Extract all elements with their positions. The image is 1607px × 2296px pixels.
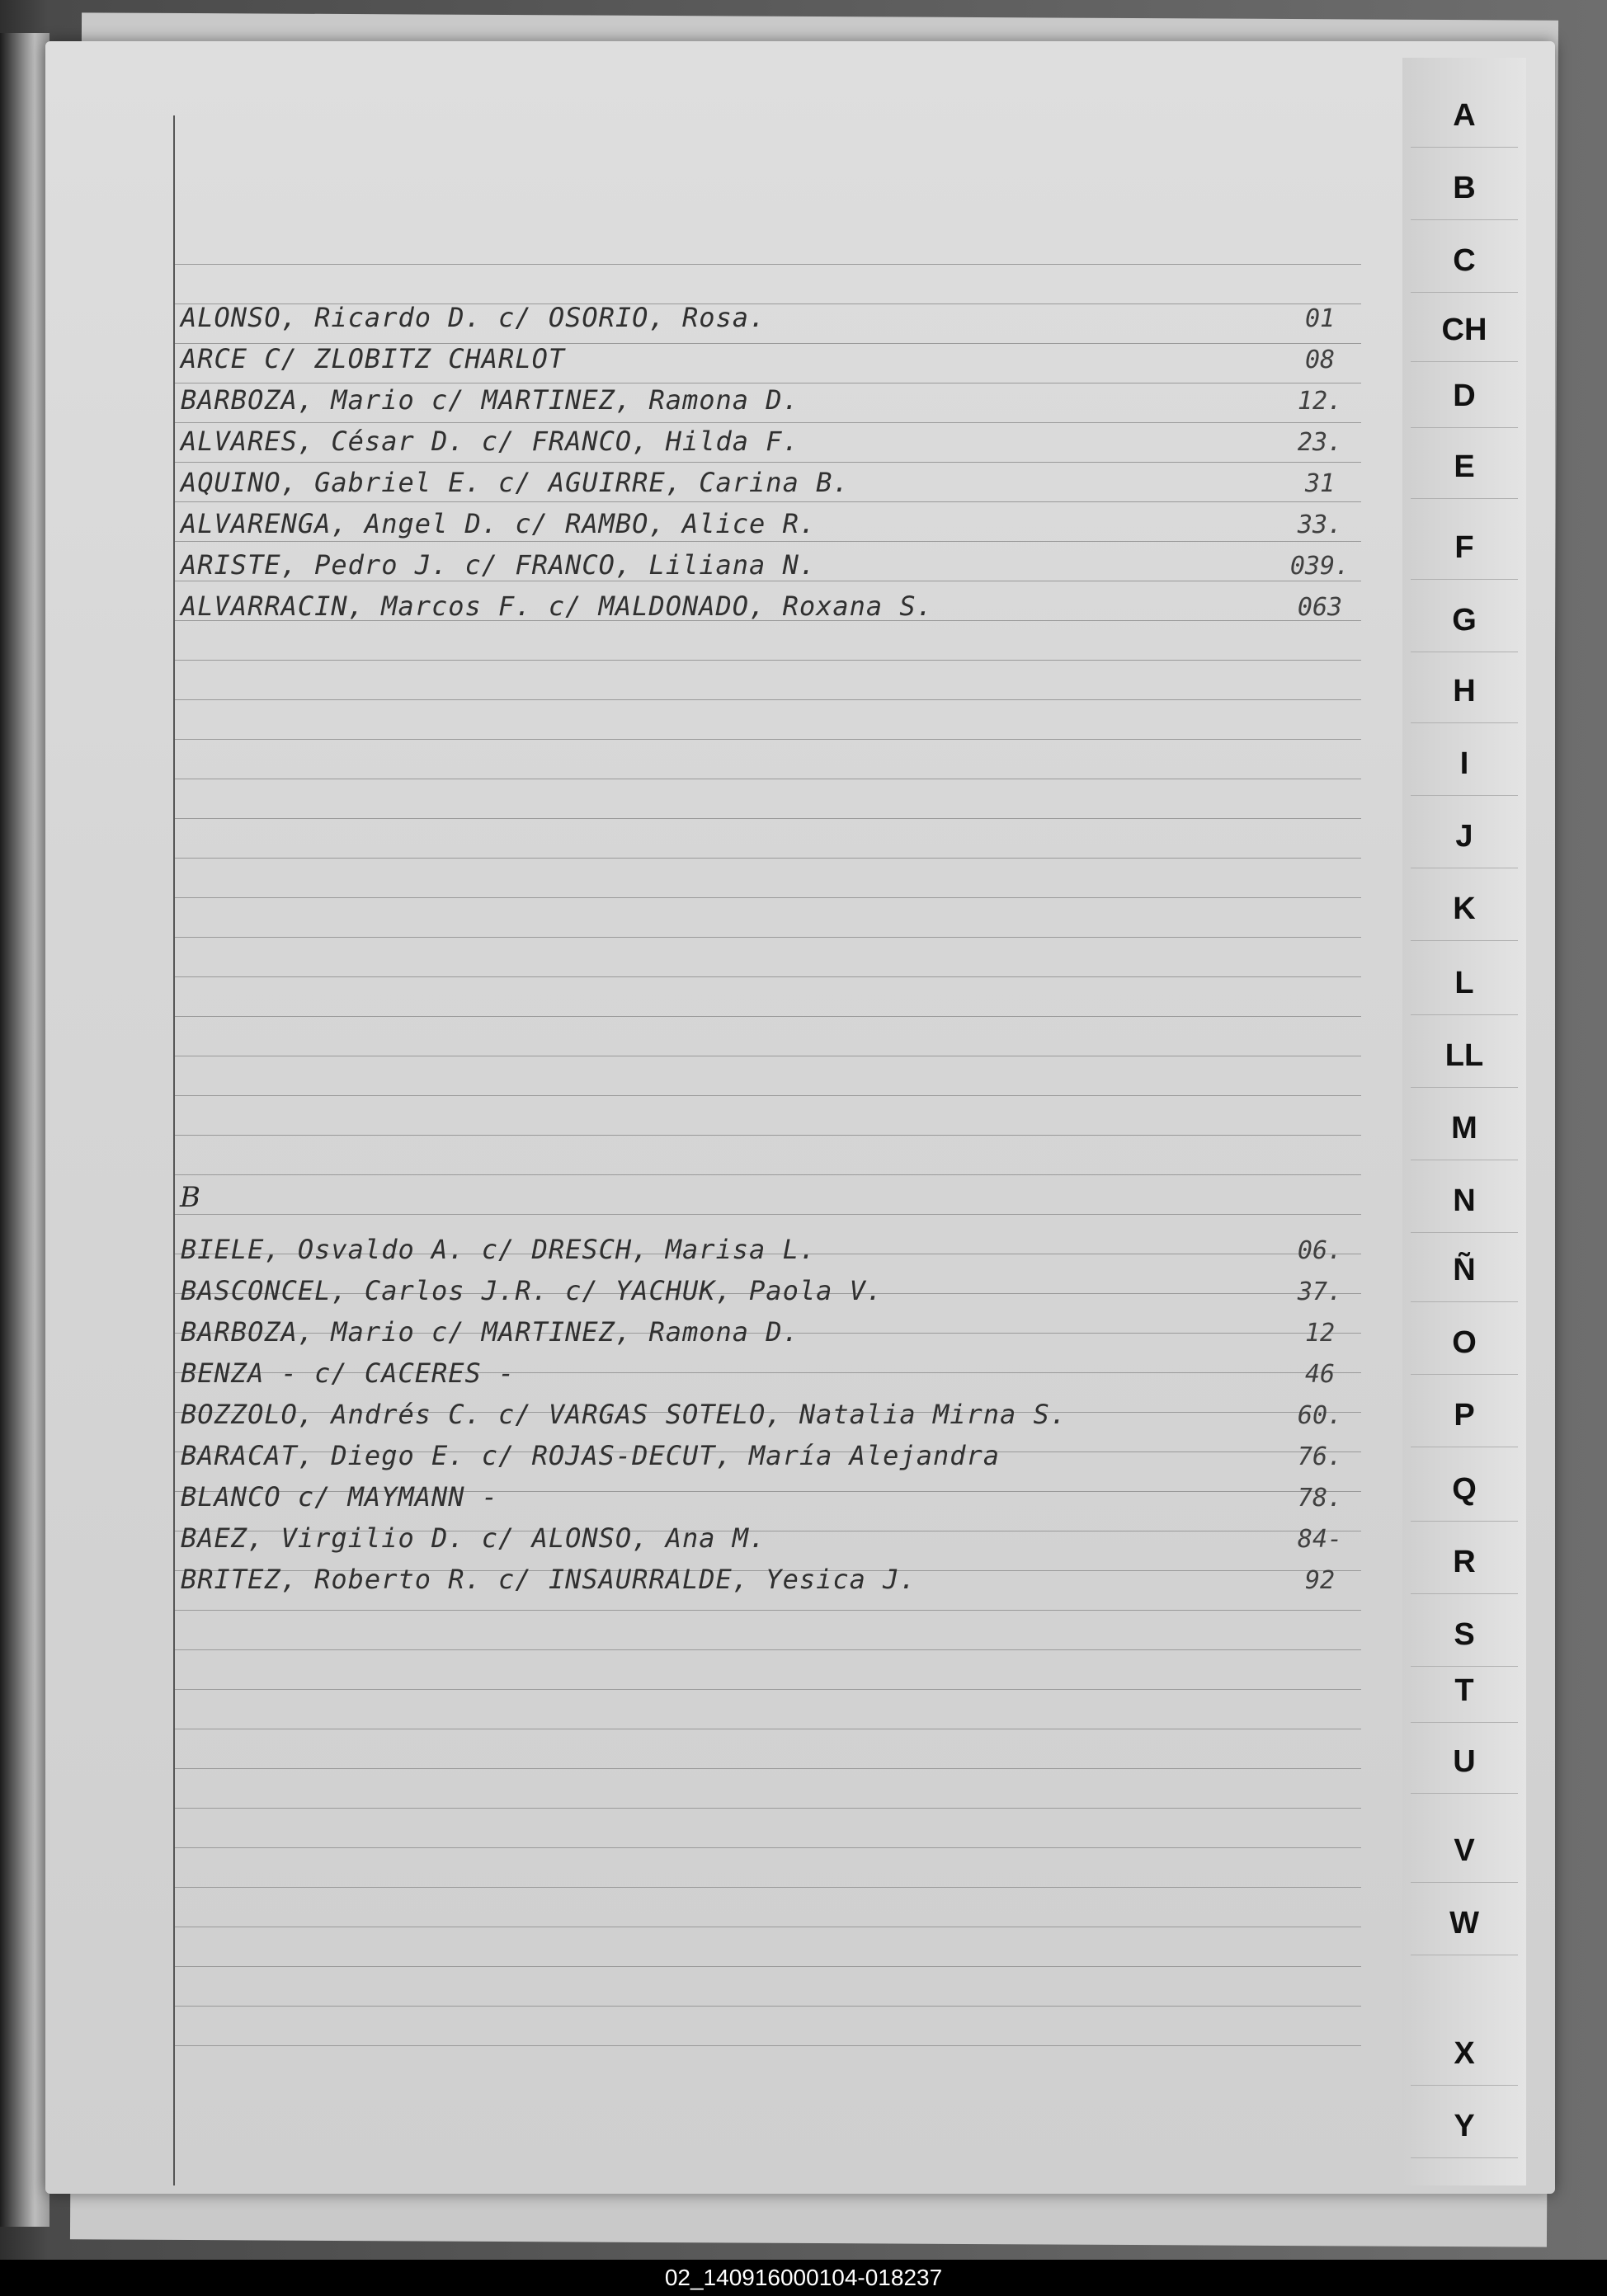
ruled-line	[173, 1095, 1361, 1096]
tab-divider	[1411, 1793, 1518, 1794]
entry-name: ARCE C/ ZLOBITZ CHARLOT	[181, 343, 566, 374]
ledger-entry	[177, 1270, 1357, 1308]
index-tab-d[interactable]: D	[1453, 379, 1476, 413]
index-tab-n[interactable]: N	[1453, 1183, 1476, 1218]
ledger-entry	[177, 338, 1357, 376]
entry-name: ALVARES, César D. c/ FRANCO, Hilda F.	[181, 426, 799, 457]
entry-name: BARBOZA, Mario c/ MARTINEZ, Ramona D.	[181, 384, 799, 416]
ruled-line	[173, 739, 1361, 740]
tab-divider	[1411, 1593, 1518, 1594]
tab-divider	[1411, 1882, 1518, 1883]
tab-divider	[1411, 722, 1518, 723]
index-tab-q[interactable]: Q	[1452, 1472, 1477, 1507]
index-tab-i[interactable]: I	[1459, 746, 1469, 781]
index-tab-l[interactable]: L	[1454, 966, 1474, 1000]
index-tab-t[interactable]: T	[1454, 1673, 1474, 1708]
tab-divider	[1411, 1521, 1518, 1522]
entry-number: 01	[1304, 304, 1336, 333]
binder-edge	[0, 33, 49, 2227]
tab-divider	[1411, 940, 1518, 941]
ruled-line	[173, 1689, 1361, 1690]
ledger-entry	[177, 1311, 1357, 1349]
margin-line	[173, 115, 175, 2185]
tab-divider	[1411, 1087, 1518, 1088]
entry-name: BLANCO c/ MAYMANN -	[181, 1481, 499, 1513]
entry-name: AQUINO, Gabriel E. c/ AGUIRRE, Carina B.	[181, 467, 850, 498]
tab-divider	[1411, 361, 1518, 362]
tab-divider	[1411, 1014, 1518, 1015]
tab-divider	[1411, 579, 1518, 580]
tab-divider	[1411, 427, 1518, 428]
ruled-line	[173, 1847, 1361, 1848]
index-tab-c[interactable]: C	[1453, 243, 1476, 278]
tab-divider	[1411, 1722, 1518, 1723]
ledger-entry	[177, 462, 1357, 500]
entry-number: 92	[1304, 1566, 1336, 1595]
index-tab-x[interactable]: X	[1454, 2036, 1475, 2071]
entry-number: 76.	[1297, 1442, 1343, 1471]
index-tab-s[interactable]: S	[1454, 1617, 1475, 1652]
index-tab-u[interactable]: U	[1453, 1744, 1476, 1779]
ruled-line	[173, 541, 1361, 542]
entry-number: 12	[1304, 1319, 1336, 1348]
entry-number: 23.	[1297, 428, 1343, 457]
ruled-line	[173, 2045, 1361, 2046]
index-tab-a[interactable]: A	[1453, 98, 1476, 133]
ruled-line	[173, 1016, 1361, 1017]
tab-divider	[1411, 2085, 1518, 2086]
entry-number: 78.	[1297, 1484, 1343, 1513]
index-tab-ch[interactable]: CH	[1441, 313, 1487, 347]
ledger-entry	[177, 421, 1357, 459]
entry-name: BENZA - c/ CACERES -	[181, 1357, 516, 1389]
index-tab-e[interactable]: E	[1454, 449, 1475, 484]
entry-number: 84-	[1297, 1525, 1343, 1554]
tab-divider	[1411, 1301, 1518, 1302]
index-tab-p[interactable]: P	[1454, 1398, 1475, 1433]
ruled-line	[173, 897, 1361, 898]
ledger-entry	[177, 379, 1357, 417]
tab-divider	[1411, 292, 1518, 293]
entry-name: ALVARRACIN, Marcos F. c/ MALDONADO, Roxana S.	[181, 590, 933, 622]
ruled-line	[173, 1214, 1361, 1215]
tab-divider	[1411, 795, 1518, 796]
entry-name: ALONSO, Ricardo D. c/ OSORIO, Rosa.	[181, 302, 766, 333]
entry-name: ARISTE, Pedro J. c/ FRANCO, Liliana N.	[181, 549, 817, 581]
entry-name: ALVARENGA, Angel D. c/ RAMBO, Alice R.	[181, 508, 817, 539]
entry-name: BASCONCEL, Carlos J.R. c/ YACHUK, Paola V.	[181, 1275, 884, 1306]
entry-name: BIELE, Osvaldo A. c/ DRESCH, Marisa L.	[181, 1234, 817, 1265]
ruled-line	[173, 501, 1361, 502]
tab-divider	[1411, 1374, 1518, 1375]
entry-name: BAEZ, Virgilio D. c/ ALONSO, Ana M.	[181, 1522, 766, 1554]
ledger-entry	[177, 1559, 1357, 1597]
ruled-line	[173, 1808, 1361, 1809]
entry-number: 46	[1304, 1360, 1336, 1389]
index-tab-o[interactable]: O	[1452, 1325, 1477, 1360]
ruled-line	[173, 699, 1361, 700]
ruled-line	[173, 937, 1361, 938]
index-tab-g[interactable]: G	[1452, 603, 1477, 638]
ledger-entry	[177, 1435, 1357, 1473]
entry-name: BOZZOLO, Andrés C. c/ VARGAS SOTELO, Natalia Mirna S.	[181, 1399, 1067, 1430]
ruled-line	[173, 264, 1361, 265]
ledger-entry	[177, 1517, 1357, 1555]
index-tab-y[interactable]: Y	[1454, 2109, 1475, 2143]
ruled-line	[173, 818, 1361, 819]
tab-divider	[1411, 1232, 1518, 1233]
tab-divider	[1411, 1666, 1518, 1667]
ruled-line	[173, 2006, 1361, 2007]
index-tab-k[interactable]: K	[1453, 892, 1476, 926]
tab-divider	[1411, 147, 1518, 148]
entry-number: 08	[1304, 346, 1336, 374]
tab-divider	[1411, 2157, 1518, 2158]
ledger-entry	[177, 503, 1357, 541]
index-tab-ll[interactable]: LL	[1444, 1038, 1484, 1073]
entry-number: 06.	[1297, 1236, 1343, 1265]
index-tab-h[interactable]: H	[1453, 674, 1476, 708]
section-letter-b: B	[180, 1181, 200, 1214]
ledger-entry	[177, 1353, 1357, 1390]
ledger-entry	[177, 544, 1357, 582]
entry-number: 60.	[1297, 1401, 1343, 1430]
ruled-line	[173, 1966, 1361, 1967]
ruled-line	[173, 1887, 1361, 1888]
index-tab-v[interactable]: V	[1454, 1833, 1475, 1868]
ledger-entry	[177, 1394, 1357, 1432]
entry-number: 039.	[1289, 552, 1350, 581]
entry-name: BARACAT, Diego E. c/ ROJAS-DECUT, María Alejandra	[181, 1440, 1001, 1471]
ruled-line	[173, 976, 1361, 977]
index-tab-w[interactable]: W	[1449, 1906, 1479, 1941]
ruled-line	[173, 660, 1361, 661]
tab-divider	[1411, 498, 1518, 499]
entry-name: BARBOZA, Mario c/ MARTINEZ, Ramona D.	[181, 1316, 799, 1348]
index-tab-ñ[interactable]: Ñ	[1453, 1253, 1476, 1287]
entry-name: BRITEZ, Roberto R. c/ INSAURRALDE, Yesica J.	[181, 1564, 917, 1595]
ledger-entry	[177, 1229, 1357, 1267]
entry-number: 063	[1297, 593, 1343, 622]
ledger-entry	[177, 297, 1357, 335]
tab-divider	[1411, 219, 1518, 220]
ruled-line	[173, 858, 1361, 859]
entry-number: 12.	[1297, 387, 1343, 416]
ledger-entry	[177, 586, 1357, 623]
ruled-line	[173, 1649, 1361, 1650]
ruled-line	[173, 1610, 1361, 1611]
entry-number: 37.	[1297, 1277, 1343, 1306]
index-tab-b[interactable]: B	[1453, 171, 1476, 205]
entry-number: 33.	[1297, 510, 1343, 539]
entry-number: 31	[1304, 469, 1336, 498]
index-tab-r[interactable]: R	[1453, 1545, 1476, 1579]
index-tab-f[interactable]: F	[1454, 530, 1474, 565]
index-tab-j[interactable]: J	[1455, 819, 1473, 854]
ruled-line	[173, 1135, 1361, 1136]
index-tab-m[interactable]: M	[1451, 1111, 1477, 1146]
ruled-line	[173, 1768, 1361, 1769]
ledger-entry	[177, 1476, 1357, 1514]
ruled-line	[173, 1174, 1361, 1175]
image-id-caption: 02_140916000104-018237	[664, 2265, 943, 2290]
